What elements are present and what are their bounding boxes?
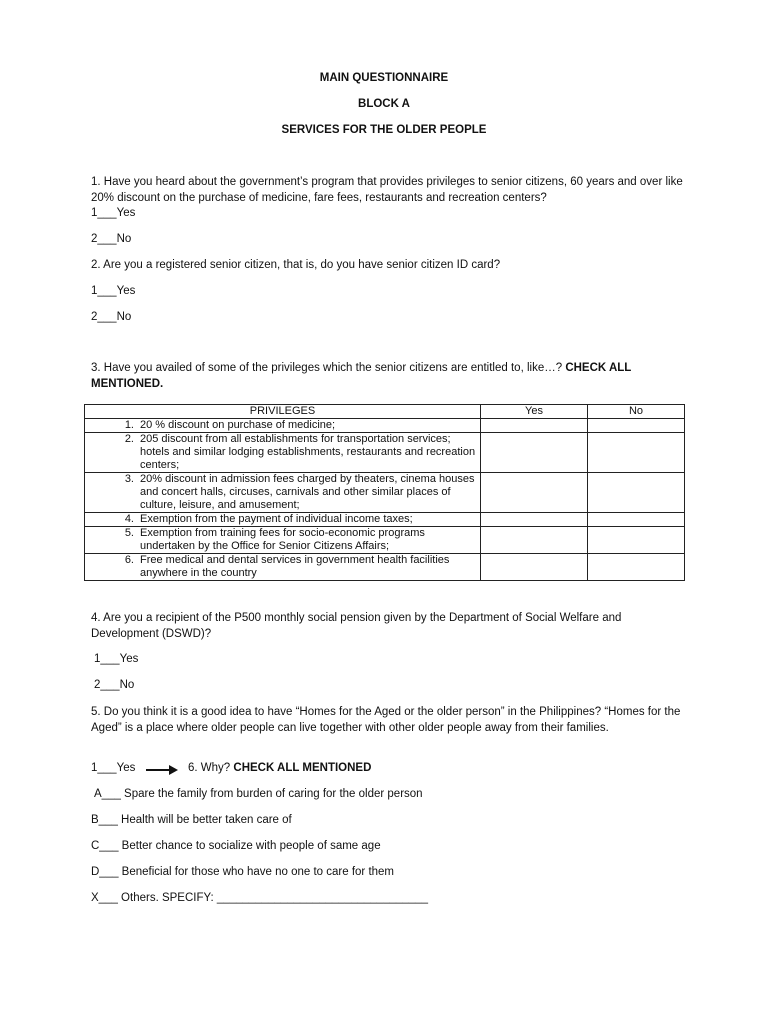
yes-checkbox-cell[interactable] [481, 419, 588, 433]
no-checkbox-cell[interactable] [588, 513, 685, 527]
privilege-number: 2. [124, 433, 134, 445]
yes-checkbox-cell[interactable] [481, 554, 588, 581]
privilege-cell [85, 527, 481, 554]
question-1-option-no[interactable]: 2___No [91, 233, 132, 245]
privilege-number: 6. [124, 554, 134, 566]
privileges-column-header: PRIVILEGES [85, 405, 481, 419]
document-title: MAIN QUESTIONNAIRE [319, 72, 449, 84]
table-row [85, 554, 685, 581]
question-3-prompt: 3. Have you availed of some of the privileges which the senior citizens are entitled to, like…? [91, 362, 563, 374]
question-6-option-others[interactable]: X___ Others. SPECIFY: _________________________________ [91, 892, 428, 904]
question-5-option-yes[interactable]: 1___Yes [91, 762, 136, 774]
question-1-text: 1. Have you heard about the government’s program that provides privileges to senior citizens, 60 years and over like 20% discount on the purchase of medicine, fare fees, restaurants and recreation centers? [91, 176, 683, 204]
yes-column-header: Yes [481, 405, 588, 419]
privilege-cell [85, 419, 481, 433]
privilege-text: 205 discount from all establishments for transportation services; hotels and similar lodging establishments, restaurants and recreation centers; [140, 433, 476, 471]
question-2-option-no[interactable]: 2___No [91, 311, 132, 323]
question-5-text: 5. Do you think it is a good idea to have “Homes for the Aged or the older person” in the Philippines? “Homes for the Aged” is a place where older people can live together with other older people away from their families. [91, 706, 681, 734]
no-checkbox-cell[interactable] [588, 419, 685, 433]
question-3-instruction: CHECK ALL MENTIONED. [91, 362, 632, 390]
question-6-option-d[interactable]: D___ Beneficial for those who have no one to care for them [91, 866, 395, 878]
privilege-text: 20 % discount on purchase of medicine; [140, 419, 336, 431]
question-6-option-c[interactable]: C___ Better chance to socialize with people of same age [91, 840, 381, 852]
yes-checkbox-cell[interactable] [481, 513, 588, 527]
privilege-cell [85, 433, 481, 473]
section-heading: SERVICES FOR THE OLDER PEOPLE [281, 124, 487, 136]
block-heading: BLOCK A [358, 98, 410, 110]
table-header-row [85, 405, 685, 419]
no-checkbox-cell[interactable] [588, 433, 685, 473]
table-row [85, 473, 685, 513]
question-1-option-yes[interactable]: 1___Yes [91, 207, 136, 219]
question-6-heading [188, 762, 371, 774]
privilege-cell [85, 513, 481, 527]
question-4-option-no[interactable]: 2___No [94, 679, 135, 691]
yes-checkbox-cell[interactable] [481, 473, 588, 513]
question-6-label: 6. Why? [188, 762, 231, 774]
question-4-text: 4. Are you a recipient of the P500 monthly social pension given by the Department of Social Welfare and Development (DSWD)? [91, 612, 622, 640]
privilege-text: Free medical and dental services in government health facilities anywhere in the country [140, 554, 450, 579]
privilege-text: Exemption from the payment of individual income taxes; [140, 513, 413, 525]
table-row [85, 419, 685, 433]
question-6-option-a[interactable]: A___ Spare the family from burden of caring for the older person [94, 788, 423, 800]
privilege-cell [85, 554, 481, 581]
question-2-text: 2. Are you a registered senior citizen, that is, do you have senior citizen ID card? [91, 259, 501, 271]
right-arrow-icon [145, 764, 179, 776]
yes-checkbox-cell[interactable] [481, 527, 588, 554]
no-checkbox-cell[interactable] [588, 473, 685, 513]
no-checkbox-cell[interactable] [588, 527, 685, 554]
privilege-text: Exemption from training fees for socio-economic programs undertaken by the Office for Senior Citizens Affairs; [140, 527, 425, 552]
table-row [85, 527, 685, 554]
privilege-number: 1. [124, 419, 134, 431]
privilege-number: 3. [124, 473, 134, 485]
no-checkbox-cell[interactable] [588, 554, 685, 581]
privileges-table [84, 404, 685, 581]
question-3-text [91, 361, 691, 392]
question-6-option-b[interactable]: B___ Health will be better taken care of [91, 814, 292, 826]
no-column-header: No [588, 405, 685, 419]
question-6-instruction: CHECK ALL MENTIONED [233, 762, 372, 774]
table-row [85, 433, 685, 473]
privilege-text: 20% discount in admission fees charged by theaters, cinema houses and concert halls, circuses, carnivals and other similar places of culture, leisure, and amusement; [140, 473, 475, 511]
privilege-cell [85, 473, 481, 513]
privilege-number: 5. [124, 527, 134, 539]
question-2-option-yes[interactable]: 1___Yes [91, 285, 136, 297]
privilege-number: 4. [124, 513, 134, 525]
question-4-option-yes[interactable]: 1___Yes [94, 653, 139, 665]
table-row [85, 513, 685, 527]
yes-checkbox-cell[interactable] [481, 433, 588, 473]
